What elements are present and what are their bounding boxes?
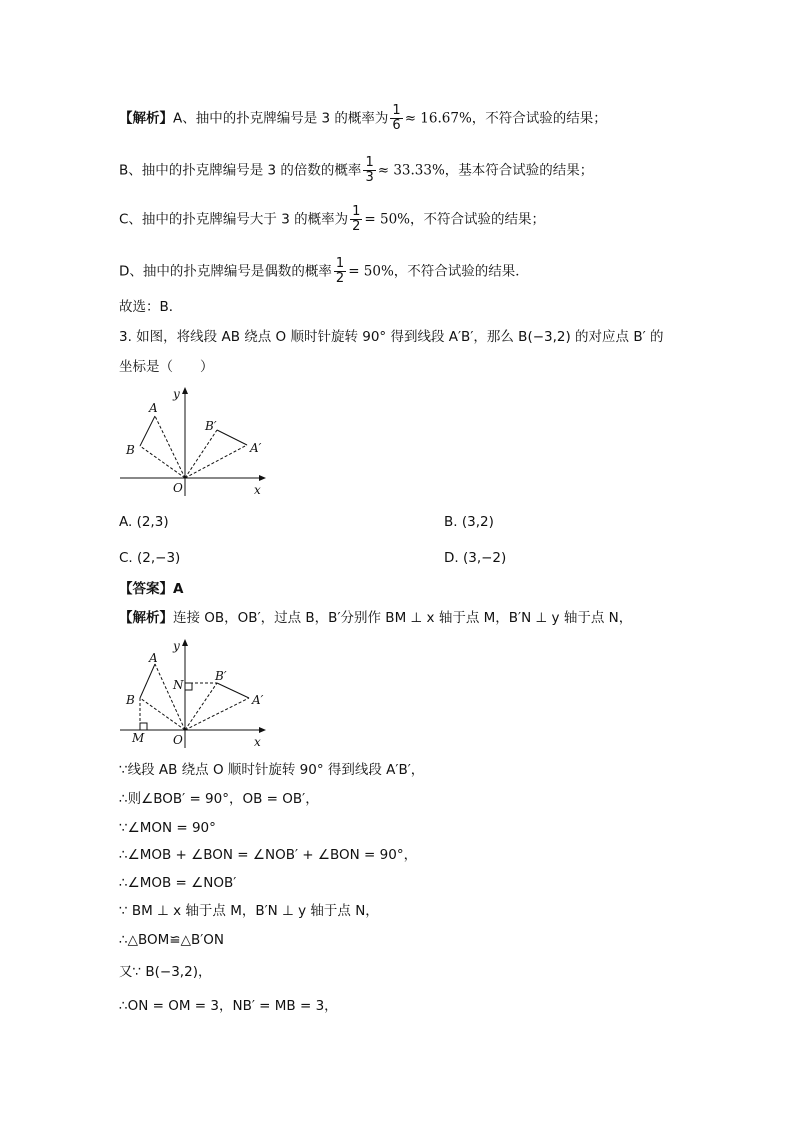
label-B-prime: B′ (205, 419, 217, 433)
label-A-prime: A′ (252, 693, 264, 707)
probability-value: = 50% (364, 211, 410, 228)
solution-option-a (119, 104, 607, 133)
analysis-text: 连接 OB，OB′，过点 B，B′分别作 BM ⊥ x 轴于点 M，B′N ⊥ y 轴于点 N， (173, 610, 633, 626)
label-O: O (173, 733, 183, 747)
label-N: N (173, 678, 184, 692)
choose-line: 故选：B． (119, 299, 183, 315)
numerator: 1 (352, 204, 361, 219)
proof-line: ∴∠MOB = ∠NOB′ (119, 875, 237, 891)
probability-value: ≈ 33.33% (377, 162, 445, 179)
solution-option-b (119, 156, 593, 185)
fraction (334, 257, 346, 286)
label-O: O (173, 481, 183, 495)
label-y: y (173, 387, 180, 401)
question-line-1: 3. 如图，将线段 AB 绕点 O 顺时针旋转 90° 得到线段 A′B′，那么 B(−3,2) 的对应点 B′ 的 (119, 329, 664, 345)
proof-line: ∴∠MOB + ∠BON = ∠NOB′ + ∠BON = 90°， (119, 847, 418, 863)
numerator: 1 (392, 103, 401, 118)
proof-line: ∴△BOM≌△B′ON (119, 932, 225, 948)
solution-b-tail: ，基本符合试验的结果； (444, 162, 594, 179)
option-b[interactable]: B. (3,2) (444, 514, 494, 530)
question-line-2: 坐标是（ ） (119, 359, 214, 375)
analysis-tag: 【解析】 (119, 610, 173, 626)
label-M: M (132, 731, 145, 745)
fraction (363, 156, 375, 185)
proof-line: ∴ON = OM = 3，NB′ = MB = 3， (119, 998, 338, 1014)
probability-value: = 50% (348, 263, 394, 280)
proof-line: ∴则∠BOB′ = 90°，OB = OB′， (119, 791, 319, 807)
fraction (390, 104, 402, 133)
solution-c-text: C、抽中的扑克牌编号大于 3 的概率为 (119, 211, 349, 228)
label-A: A (149, 651, 158, 665)
denominator: 2 (335, 271, 345, 286)
solution-option-c (119, 205, 545, 234)
label-B: B (126, 693, 135, 707)
probability-value: ≈ 16.67% (404, 110, 472, 127)
fraction (350, 205, 362, 234)
label-B: B (126, 443, 135, 457)
proof-line: ∵∠MON = 90° (119, 820, 216, 836)
option-a[interactable]: A. (2,3) (119, 514, 169, 530)
rotation-figure (118, 384, 278, 500)
denominator: 6 (392, 118, 401, 133)
solution-d-tail: ，不符合试验的结果． (393, 263, 529, 280)
label-A-prime: A′ (250, 441, 262, 455)
solution-c-tail: ，不符合试验的结果； (410, 211, 545, 228)
answer-line: 【答案】A (119, 581, 184, 597)
analysis-tag: 【解析】 (119, 110, 173, 127)
numerator: 1 (335, 256, 345, 271)
solution-a-tail: ，不符合试验的结果； (471, 110, 607, 127)
label-y: y (173, 639, 180, 653)
label-B-prime: B′ (215, 669, 227, 683)
option-d[interactable]: D. (3,−2) (444, 550, 507, 566)
label-x: x (254, 735, 261, 749)
solution-option-d (119, 257, 529, 286)
solution-d-text: D、抽中的扑克牌编号是偶数的概率 (119, 263, 332, 280)
solution-a-text: A、抽中的扑克牌编号是 3 的概率为 (173, 110, 389, 127)
proof-figure (118, 636, 278, 750)
proof-line: ∵线段 AB 绕点 O 顺时针旋转 90° 得到线段 A′B′， (119, 762, 425, 778)
option-c[interactable]: C. (2,−3) (119, 550, 181, 566)
solution-b-text: B、抽中的扑克牌编号是 3 的倍数的概率 (119, 162, 362, 179)
numerator: 1 (365, 155, 374, 170)
label-x: x (254, 483, 261, 497)
proof-line: 又∵ B(−3,2)， (119, 964, 212, 980)
analysis-line (119, 608, 632, 628)
proof-line: ∵ BM ⊥ x 轴于点 M，B′N ⊥ y 轴于点 N， (119, 903, 379, 919)
denominator: 2 (352, 219, 361, 234)
label-A: A (149, 401, 158, 415)
denominator: 3 (365, 170, 374, 185)
